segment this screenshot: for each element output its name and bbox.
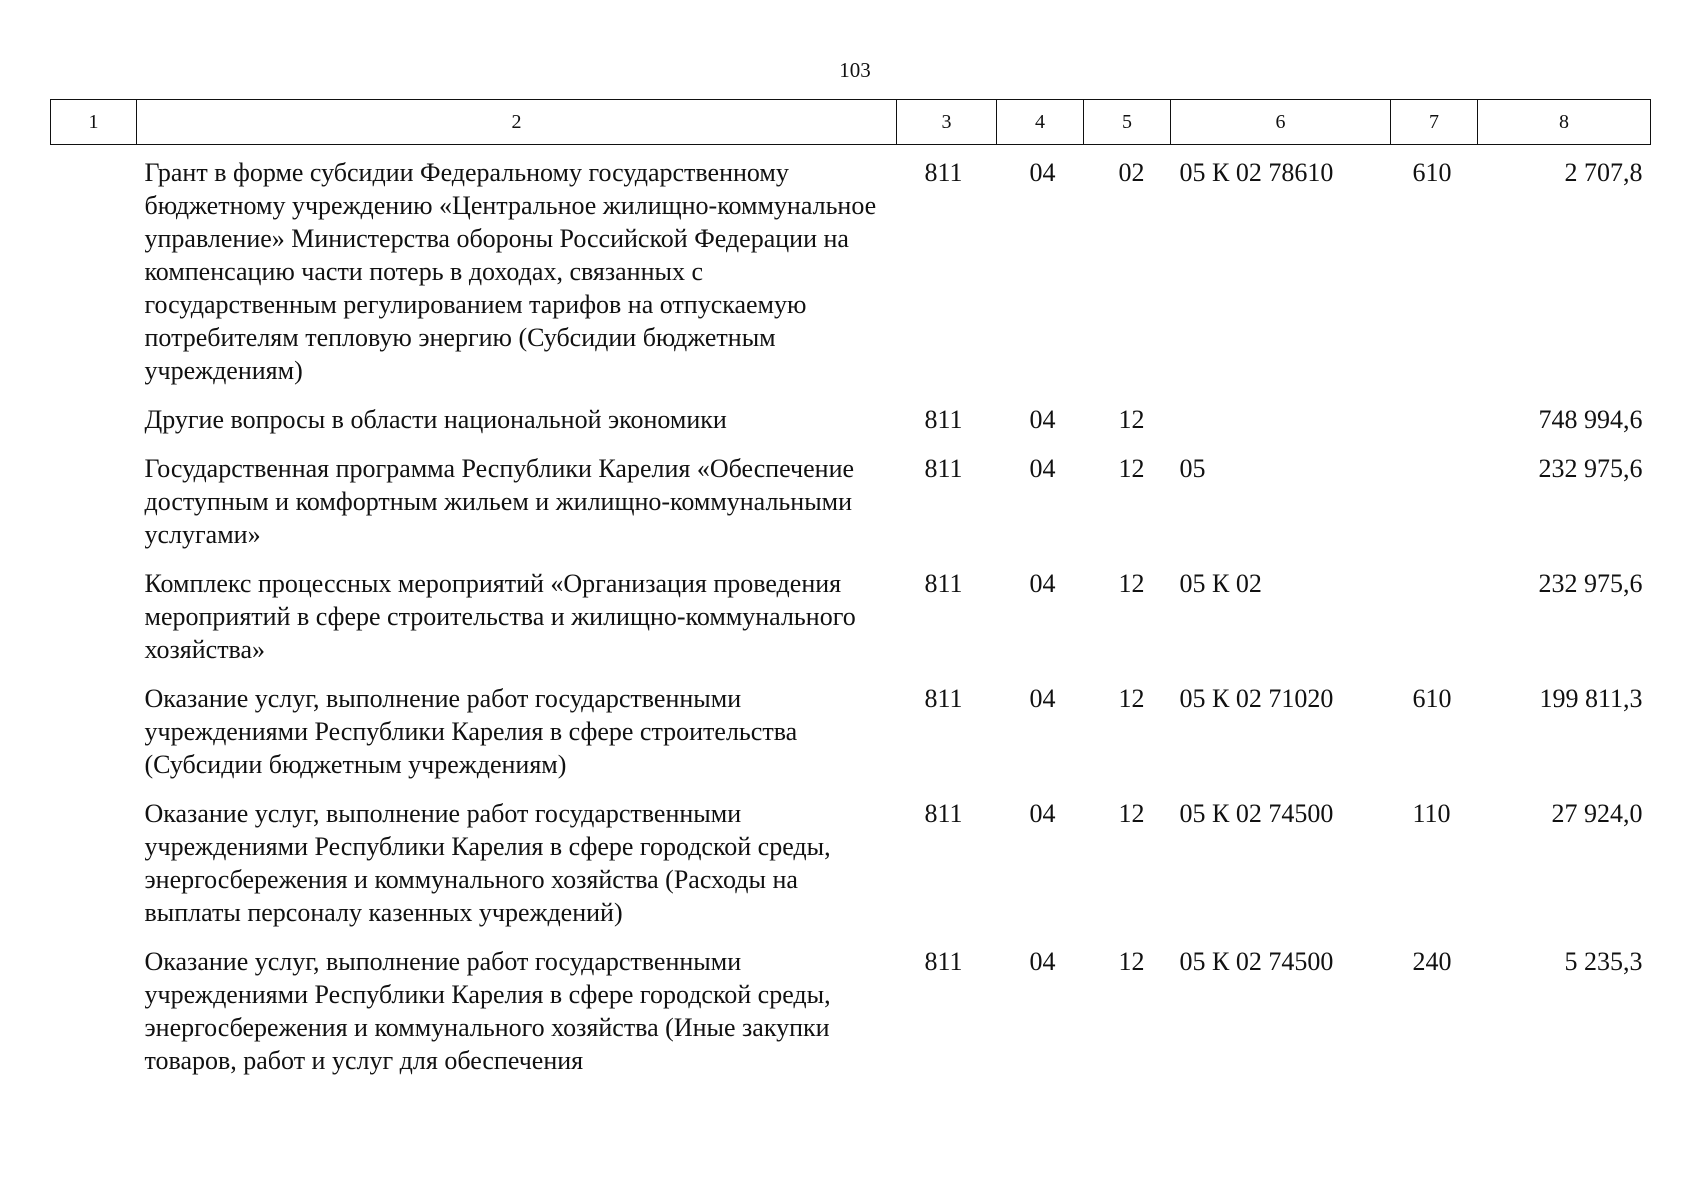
row-subsection-code: 02 (1118, 158, 1145, 187)
row-description: Государственная программа Республики Карелия «Обеспечение доступным и комфортным жильем и жилищно-коммунальными услугами» (144, 454, 855, 549)
row-expense-code: 610 (1412, 158, 1452, 187)
table-body (51, 145, 1651, 1094)
row-col-1 (51, 145, 137, 404)
header-col-7: 7 (1391, 100, 1478, 145)
row-col-1 (51, 452, 137, 567)
row-ministry-code: 811 (924, 158, 963, 187)
row-section-code: 04 (1029, 405, 1056, 434)
header-col-4: 4 (997, 100, 1084, 145)
table-row (51, 403, 1651, 452)
table-row (51, 567, 1651, 682)
row-section-code: 04 (1029, 454, 1056, 483)
header-col-3: 3 (897, 100, 997, 145)
row-ministry-code: 811 (924, 569, 963, 598)
row-subsection-code: 12 (1118, 405, 1145, 434)
page-number: 103 (839, 58, 871, 82)
row-section-code: 04 (1029, 947, 1056, 976)
row-description: Другие вопросы в области национальной экономики (144, 405, 727, 434)
row-expense-code (1391, 567, 1478, 682)
row-description: Комплекс процессных мероприятий «Организация проведения мероприятий в сфере строительства и жилищно-коммунального хозяйства» (144, 569, 856, 664)
row-description: Оказание услуг, выполнение работ государственными учреждениями Республики Карелия в сфере городской среды, энергосбережения и коммунального хозяйства (Расходы на выплаты персоналу казенных учреждений) (144, 799, 831, 927)
row-target-code: 05 (1179, 454, 1206, 483)
row-amount: 232 975,6 (1538, 569, 1643, 598)
table-row (51, 452, 1651, 567)
row-col-1 (51, 797, 137, 945)
table-row (51, 145, 1651, 404)
row-section-code: 04 (1029, 799, 1056, 828)
row-subsection-code: 12 (1118, 684, 1145, 713)
row-description: Оказание услуг, выполнение работ государственными учреждениями Республики Карелия в сфере строительства (Субсидии бюджетным учреждениям) (144, 684, 798, 779)
row-expense-code: 110 (1412, 799, 1451, 828)
row-target-code: 05 К 02 78610 (1179, 158, 1334, 187)
budget-table (50, 99, 1651, 1093)
table-header (51, 100, 1651, 145)
row-description: Грант в форме субсидии Федеральному государственному бюджетному учреждению «Центральное жилищно-коммунальное управление» Министерства обороны Российской Федерации на компенсацию части потерь в доходах, связанных с государственным регулированием тарифов на отпускаемую потребителям тепловую энергию (Субсидии бюджетным учреждениям) (144, 158, 877, 385)
row-subsection-code: 12 (1118, 947, 1145, 976)
row-subsection-code: 12 (1118, 569, 1145, 598)
header-col-1: 1 (51, 100, 137, 145)
row-ministry-code: 811 (924, 947, 963, 976)
row-subsection-code: 12 (1118, 454, 1145, 483)
row-section-code: 04 (1029, 684, 1056, 713)
row-ministry-code: 811 (924, 684, 963, 713)
row-target-code: 05 К 02 74500 (1179, 947, 1334, 976)
row-ministry-code: 811 (924, 454, 963, 483)
row-description: Оказание услуг, выполнение работ государственными учреждениями Республики Карелия в сфере городской среды, энергосбережения и коммунального хозяйства (Иные закупки товаров, работ и услуг для обеспечения (144, 947, 831, 1075)
row-ministry-code: 811 (924, 405, 963, 434)
row-target-code (1171, 403, 1391, 452)
row-col-1 (51, 567, 137, 682)
row-col-1 (51, 682, 137, 797)
row-col-1 (51, 945, 137, 1093)
row-section-code: 04 (1029, 569, 1056, 598)
row-amount: 199 811,3 (1539, 684, 1643, 713)
header-col-8: 8 (1478, 100, 1651, 145)
row-target-code: 05 К 02 71020 (1179, 684, 1334, 713)
row-expense-code (1391, 452, 1478, 567)
row-expense-code (1391, 403, 1478, 452)
row-subsection-code: 12 (1118, 799, 1145, 828)
row-ministry-code: 811 (924, 799, 963, 828)
header-col-6: 6 (1171, 100, 1391, 145)
row-col-1 (51, 403, 137, 452)
row-amount: 2 707,8 (1564, 158, 1643, 187)
row-target-code: 05 К 02 74500 (1179, 799, 1334, 828)
row-target-code: 05 К 02 (1179, 569, 1262, 598)
row-amount: 5 235,3 (1564, 947, 1643, 976)
table-row (51, 797, 1651, 945)
row-expense-code: 610 (1412, 684, 1452, 713)
table-row (51, 945, 1651, 1093)
header-col-5: 5 (1084, 100, 1171, 145)
row-section-code: 04 (1029, 158, 1056, 187)
row-expense-code: 240 (1412, 947, 1452, 976)
header-col-2: 2 (137, 100, 897, 145)
row-amount: 748 994,6 (1538, 405, 1643, 434)
row-amount: 27 924,0 (1551, 799, 1643, 828)
table-row (51, 682, 1651, 797)
row-amount: 232 975,6 (1538, 454, 1643, 483)
